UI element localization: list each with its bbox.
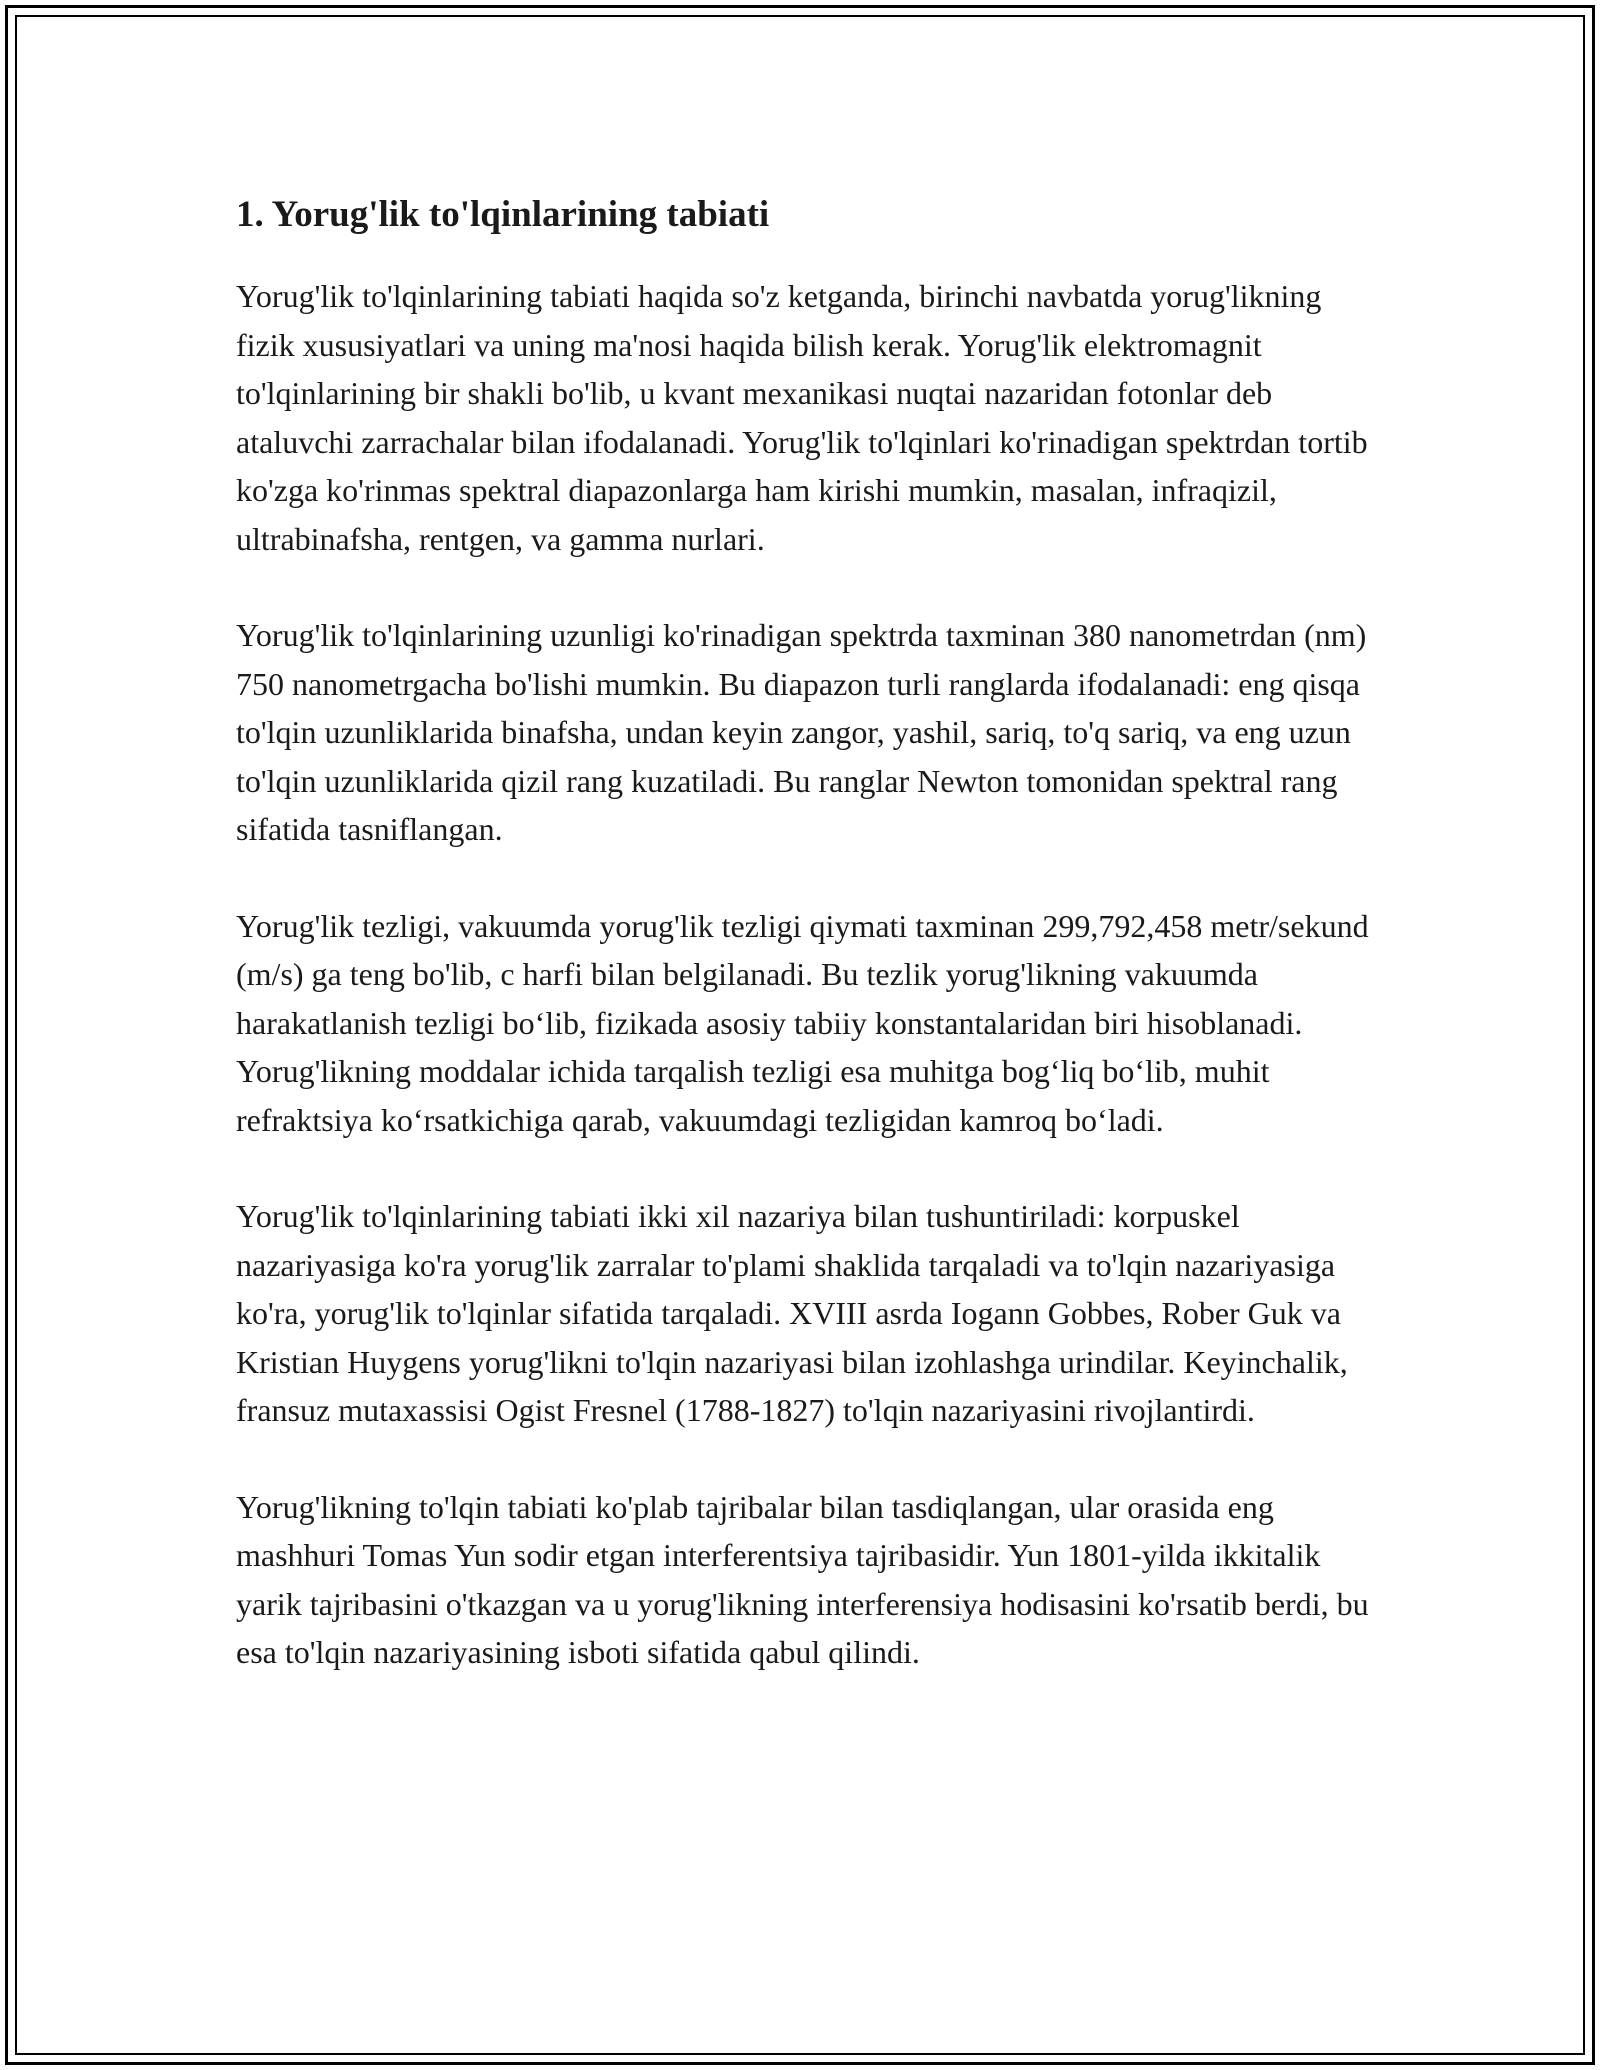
- paragraph-4: Yorug'lik to'lqinlarining tabiati ikki xil nazariya bilan tushuntiriladi: korpuskel nazariyasiga ko'ra yorug'lik zarralar to'plami shaklida tarqaladi va to'lqin nazariyasiga ko'ra, yorug'lik to'lqinlar sifatida tarqaladi. XVIII asrda Iogann Gobbes, Rober Guk va Kristian Huygens yorug'likni to'lqin nazariyasi bilan izohlashga urindilar. Keyinchalik, fransuz mutaxassisi Ogist Fresnel (1788-1827) to'lqin nazariyasini rivojlantirdi.: [236, 1198, 1348, 1428]
- section-heading: 1. Yorug'lik to'lqinlarining tabiati: [236, 194, 770, 235]
- paragraph-3: Yorug'lik tezligi, vakuumda yorug'lik tezligi qiymati taxminan 299,792,458 metr/sekund (m/s) ga teng bo'lib, c harfi bilan belgilanadi. Bu tezlik yorug'likning vakuumda harakatlanish tezligi bo‘lib, fizikada asosiy tabiiy konstantalaridan biri hisoblanadi. Yorug'likning moddalar ichida tarqalish tezligi esa muhitga bog‘liq bo‘lib, muhit refraktsiya ko‘rsatkichiga qarab, vakuumdagi tezligidan kamroq bo‘ladi.: [236, 907, 1369, 1138]
- paragraph-2: Yorug'lik to'lqinlarining uzunligi ko'rinadigan spektrda taxminan 380 nanometrdan (nm) 750 nanometrgacha bo'lishi mumkin. Bu diapazon turli ranglarda ifodalanadi: eng qisqa to'lqin uzunliklarida binafsha, undan keyin zangor, yashil, sariq, to'q sariq, va eng uzun to'lqin uzunliklarida qizil rang kuzatiladi. Bu ranglar Newton tomonidan spektral rang sifatida tasniflangan.: [236, 617, 1367, 847]
- document-body: [236, 188, 1376, 1677]
- paragraph-5: Yorug'likning to'lqin tabiati ko'plab tajribalar bilan tasdiqlangan, ular orasida eng mashhuri Tomas Yun sodir etgan interferentsiya tajribasidir. Yun 1801-yilda ikkitalik yarik tajribasini o'tkazgan va u yorug'likning interferensiya hodisasini ko'rsatib berdi, bu esa to'lqin nazariyasining isboti sifatida qabul qilindi.: [236, 1488, 1369, 1670]
- paragraph-1: Yorug'lik to'lqinlarining tabiati haqida so'z ketganda, birinchi navbatda yorug'likning fizik xususiyatlari va uning ma'nosi haqida bilish kerak. Yorug'lik elektromagnit to'lqinlarining bir shakli bo'lib, u kvant mexanikasi nuqtai nazaridan fotonlar deb ataluvchi zarrachalar bilan ifodalanadi. Yorug'lik to'lqinlari ko'rinadigan spektrdan tortib ko'zga ko'rinmas spektral diapazonlarga ham kirishi mumkin, masalan, infraqizil, ultrabinafsha, rentgen, va gamma nurlari.: [236, 278, 1368, 557]
